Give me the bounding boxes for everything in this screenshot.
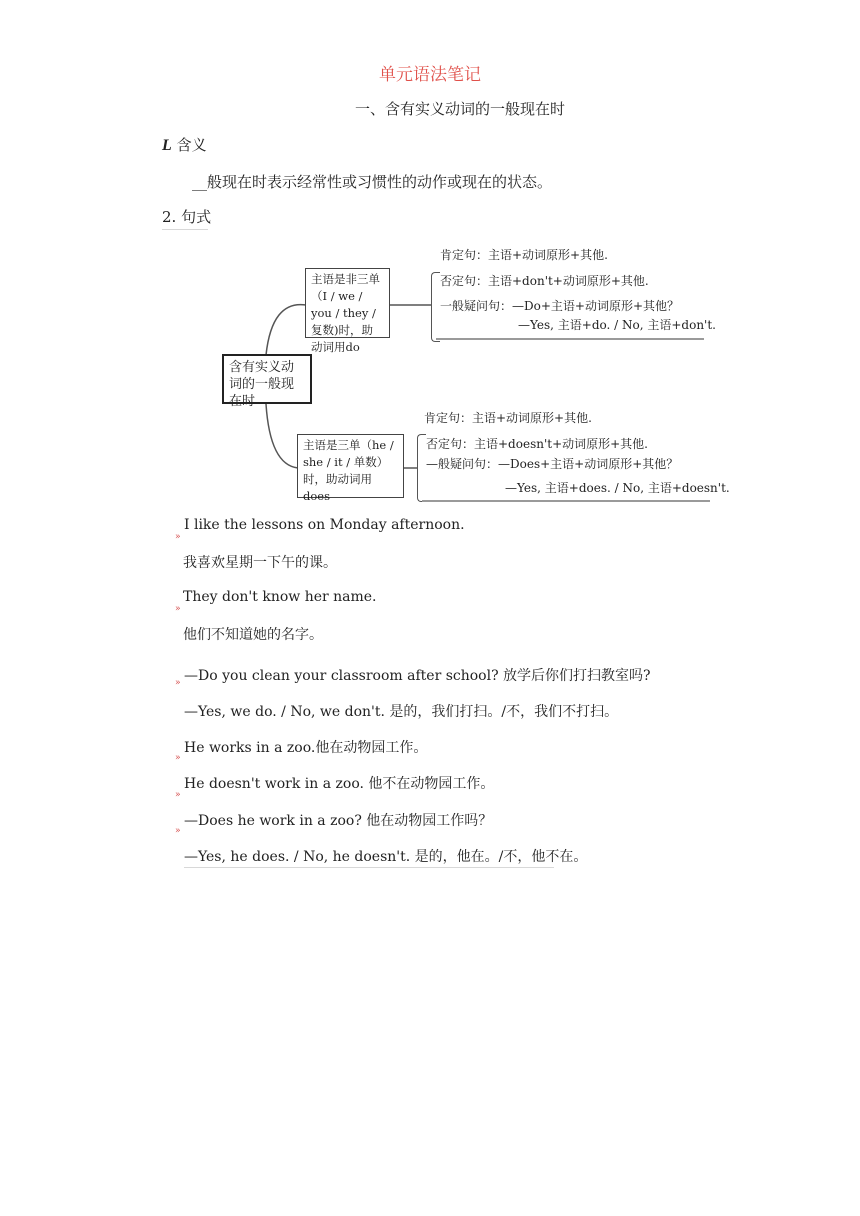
example-line: I like the lessons on Monday afternoon. (184, 517, 465, 533)
upper-subject-box: 主语是非三单（I / we / you / they / 复数)时，助动词用do (305, 268, 390, 338)
example-line: —Yes, we do. / No, we don't. 是的，我们打扫。/不，我们不打扫。 (184, 704, 619, 720)
page-title: 单元语法笔记 (379, 65, 481, 85)
upper-answer: —Yes, 主语+do. / No, 主语+don't. (518, 318, 716, 332)
lower-negative: 否定句：主语+doesn't+动词原形+其他. (426, 437, 648, 451)
bullet-marker: » (175, 532, 181, 542)
lower-answer: —Yes, 主语+does. / No, 主语+doesn't. (505, 481, 730, 495)
lower-question: —般疑问句：—Does+主语+动词原形+其他？ (426, 457, 679, 471)
bullet-marker: » (175, 790, 181, 800)
upper-brace (431, 272, 440, 342)
example-line: He works in a zoo.他在动物园工作。 (184, 740, 428, 756)
example-line: —Does he work in a zoo? 他在动物园工作吗？ (184, 813, 493, 829)
section-heading: 一、含有实义动词的一般现在时 (354, 100, 565, 118)
lower-brace (417, 434, 426, 502)
example-line: 我喜欢星期一下午的课。 (183, 555, 337, 571)
lower-subject-box: 主语是三单（he / she / it / 单数）时，助动词用does (297, 434, 404, 498)
example-line: 他们不知道她的名字。 (183, 627, 323, 643)
diagram-center-node: 含有实义动词的一般现在时 (222, 354, 312, 404)
upper-rule (436, 338, 704, 340)
section-1-label: 含义 (176, 136, 207, 154)
bullet-marker: » (175, 604, 181, 614)
meaning-text: __般现在时表示经常性或习惯性的动作或现在的状态。 (192, 173, 553, 191)
section-2-label: 句式 (181, 208, 212, 226)
example-line: He doesn't work in a zoo. 他不在动物园工作。 (184, 776, 495, 792)
lower-affirmative: 肯定句：主语+动词原形+其他. (424, 411, 592, 425)
example-line: They don't know her name. (183, 589, 377, 605)
bullet-marker: » (175, 753, 181, 763)
bullet-marker: » (175, 826, 181, 836)
bullet-marker: » (175, 678, 181, 688)
upper-question: 一般疑问句：—Do+主语+动词原形+其他？ (440, 299, 680, 313)
section-1-number: L (162, 137, 172, 154)
upper-affirmative: 肯定句：主语+动词原形+其他. (440, 248, 608, 262)
underline-decoration (184, 867, 554, 868)
upper-negative: 否定句：主语+don't+动词原形+其他. (440, 274, 649, 288)
example-line: —Do you clean your classroom after school? 放学后你们打扫教室吗? (184, 668, 651, 684)
example-line: —Yes, he does. / No, he doesn't. 是的，他在。/不，他不在。 (184, 849, 588, 865)
section-2-number: 2. (162, 208, 177, 226)
lower-rule (422, 500, 710, 502)
